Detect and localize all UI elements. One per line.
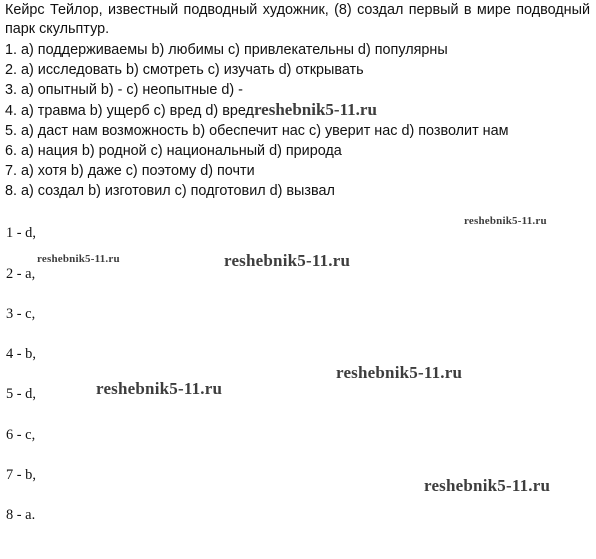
option-line-3: 3. a) опытный b) - c) неопытные d) -	[5, 82, 243, 98]
answer-2: 2 - a,	[6, 266, 36, 282]
watermark-right-mid: reshebnik5-11.ru	[336, 363, 463, 382]
option-line-2: 2. a) исследовать b) смотреть c) изучать d) открывать	[5, 62, 364, 78]
watermark-left-mid: reshebnik5-11.ru	[96, 379, 223, 398]
answer-7: 7 - b,	[6, 467, 36, 483]
answer-6: 6 - c,	[6, 427, 36, 443]
watermark-bottom-right: reshebnik5-11.ru	[424, 476, 551, 495]
watermark-top-right: reshebnik5-11.ru	[464, 215, 547, 227]
option-line-1: 1. a) поддерживаемы b) любимы c) привлекательны d) популярны	[5, 42, 448, 58]
option-line-4	[5, 100, 590, 121]
options-list	[5, 40, 590, 201]
option-line-8: 8. a) создал b) изготовил c) подготовил d) вызвал	[5, 183, 335, 199]
answer-3: 3 - c,	[6, 306, 36, 322]
answer-1: 1 - d,	[6, 225, 36, 241]
answer-4: 4 - b,	[6, 346, 36, 362]
option-line-5: 5. a) даст нам возможность b) обеспечит нас c) уверит нас d) позволит нам	[5, 123, 509, 139]
intro-paragraph: Кейрс Тейлор, известный подводный художник, (8) создал первый в мире подводный парк скульптур.	[5, 2, 590, 37]
watermark-inline: reshebnik5-11.ru	[253, 100, 377, 119]
option-line-7: 7. a) хотя b) даже c) поэтому d) почти	[5, 163, 255, 179]
option-line-6: 6. a) нация b) родной c) национальный d) природа	[5, 143, 342, 159]
option-line-4-text: 4. a) травма b) ущерб c) вред d) вред	[5, 103, 254, 119]
watermark-center: reshebnik5-11.ru	[224, 251, 351, 270]
answer-5: 5 - d,	[6, 386, 36, 402]
answer-8: 8 - a.	[6, 507, 36, 523]
watermark-small-left: reshebnik5-11.ru	[37, 253, 120, 265]
